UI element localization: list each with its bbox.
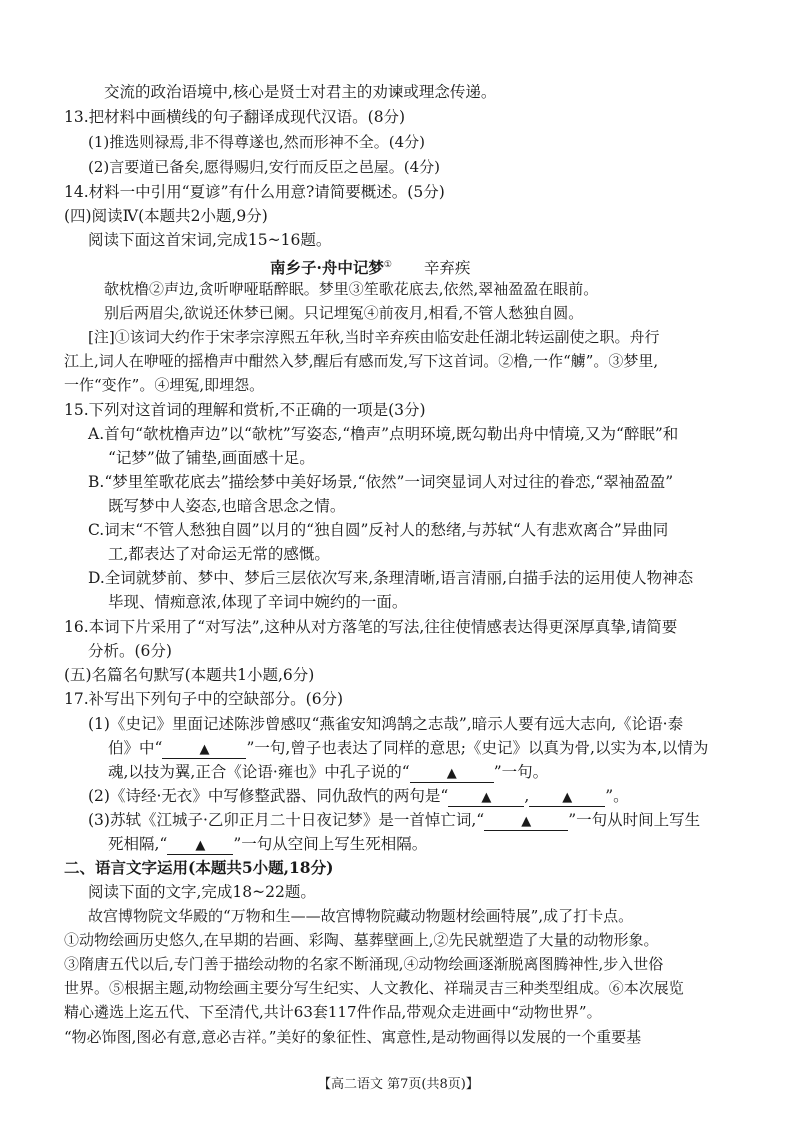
blank-triangle-icon: ▲	[562, 790, 573, 805]
question-15-option-a-line-1: A.首句“欹枕橹声边”以“欹枕”写姿态,“橹声”点明环境,既勾勒出舟中情境,又为“醉眠”和	[88, 425, 679, 443]
answer-blank[interactable]	[410, 764, 494, 783]
poem-line-1: 欹枕橹②声边,贪听咿哑聒醉眠。梦里③笙歌花底去,依然,翠袖盈盈在眼前。	[104, 280, 599, 298]
question-17-item-1-line-2	[108, 738, 708, 759]
answer-blank[interactable]	[162, 740, 246, 759]
section-4-heading: (四)阅读Ⅳ(本题共2小题,9分)	[64, 207, 268, 225]
page-footer: 【高二语文 第7页(共8页)】	[318, 1077, 479, 1092]
section-5-heading: (五)名篇名句默写(本题共1小题,6分)	[64, 666, 315, 684]
poem-note-line-1: [注]①该词大约作于宋孝宗淳熙五年秋,当时辛弃疾由临安赴任湖北转运副使之职。舟行	[88, 328, 660, 346]
text-fragment: ”一句。	[493, 763, 549, 781]
question-16-line-1: 16.本词下片采用了“对写法”,这种从对方落笔的写法,往往使情感表达得更深厚真挚,请简要	[64, 618, 678, 636]
section-4-intro: 阅读下面这首宋词,完成15~16题。	[88, 231, 332, 249]
question-17-item-3-line-1	[88, 810, 700, 831]
passage-line-5: 精心遴选上迄五代、下至清代,共计63套117件作品,带观众走进画中“动物世界”。	[64, 1003, 602, 1021]
blank-triangle-icon: ▲	[521, 814, 532, 829]
question-17: 17.补写出下列句子中的空缺部分。(6分)	[64, 690, 344, 708]
passage-line-2: ①动物绘画历史悠久,在早期的岩画、彩陶、墓葬壁画上,②先民就塑造了大量的动物形象。	[64, 931, 659, 949]
question-13-item-2: (2)言要道已备矣,愿得赐归,安行而反臣之邑屋。(4分)	[88, 158, 441, 176]
passage-line-4: 世界。⑤根据主题,动物绘画主要分写生纪实、人文教化、祥瑞灵吉三种类型组成。⑥本次展览	[64, 979, 684, 997]
text-fragment: 魂,以技为翼,正合《论语·雍也》中孔子说的“	[108, 763, 410, 781]
question-17-item-1-line-3	[108, 762, 548, 783]
passage-line-3: ③隋唐五代以后,专门善于描绘动物的名家不断涌现,④动物绘画逐渐脱离图腾神性,步入世俗	[64, 955, 664, 973]
text-fragment: ”一句,曾子也表达了同样的意思;《史记》以真为骨,以实为本,以情为	[246, 739, 709, 757]
blank-triangle-icon: ▲	[199, 742, 210, 757]
question-17-item-2	[88, 786, 629, 807]
text-fragment: 伯》中“	[108, 739, 163, 757]
question-15-option-b-line-2: 既写梦中人姿态,也暗含思念之情。	[108, 497, 346, 515]
question-14: 14.材料一中引用“夏谚”有什么用意?请简要概述。(5分)	[64, 183, 445, 201]
answer-blank[interactable]	[167, 836, 233, 855]
question-13-item-1: (1)推选则禄焉,非不得尊遂也,然而形神不全。(4分)	[88, 133, 426, 151]
question-16-line-2: 分析。(6分)	[88, 642, 172, 660]
text-line: 交流的政治语境中,核心是贤士对君主的劝谏或理念传递。	[104, 83, 497, 101]
question-15-option-c-line-1: C.词末“不管人愁独自圆”以月的“独自圆”反衬人的愁绪,与苏轼“人有悲欢离合”异曲同	[88, 521, 669, 539]
text-fragment: 死相隔,“	[108, 835, 168, 853]
question-15-option-d-line-1: D.全词就梦前、梦中、梦后三层依次写来,条理清晰,语言清丽,白描手法的运用使人物神态	[88, 569, 694, 587]
passage-line-1: 故宫博物院文华殿的“万物和生——故宫博物院藏动物题材绘画特展”,成了打卡点。	[88, 907, 634, 925]
poem-author: 辛弃疾	[423, 259, 471, 278]
text-fragment: ,	[524, 787, 530, 805]
blank-triangle-icon: ▲	[195, 838, 206, 853]
text-fragment: (3)苏轼《江城子·乙卯正月二十日夜记梦》是一首悼亡词,“	[88, 811, 485, 829]
blank-triangle-icon: ▲	[481, 790, 492, 805]
answer-blank[interactable]	[529, 788, 605, 807]
question-15-option-d-line-2: 毕现、情痴意浓,体现了辛词中婉约的一面。	[108, 593, 408, 611]
poem-note-line-2: 江上,词人在咿哑的摇橹声中酣然入梦,醒后有感而发,写下这首词。②橹,一作“艣”。③梦里,	[64, 352, 659, 370]
answer-blank[interactable]	[484, 812, 568, 831]
blank-triangle-icon: ▲	[446, 766, 457, 781]
question-17-item-1-line-1: (1)《史记》里面记述陈涉曾感叹“燕雀安知鸿鹄之志哉”,暗示人要有远大志向,《论语·泰	[88, 715, 684, 733]
poem-title: 南乡子·舟中记梦	[270, 258, 384, 278]
question-15: 15.下列对这首词的理解和赏析,不正确的一项是(3分)	[64, 401, 426, 419]
poem-note-line-3: 一作“变作”。④埋冤,即埋怨。	[64, 376, 265, 394]
passage-line-6: “物必饰图,图必有意,意必吉祥。”美好的象征性、寓意性,是动物画得以发展的一个重要基	[64, 1028, 642, 1046]
question-15-option-b-line-1: B.“梦里笙歌花底去”描绘梦中美好场景,“依然”一词突显词人对过往的眷恋,“翠袖盈盈”	[88, 473, 674, 491]
poem-title-line	[270, 255, 470, 278]
question-15-option-c-line-2: 工,都表达了对命运无常的感慨。	[108, 545, 330, 563]
text-fragment: ”。	[605, 787, 629, 805]
poem-line-2: 别后两眉尖,欲说还休梦已阑。只记埋冤④前夜月,相看,不管人愁独自圆。	[104, 304, 584, 322]
part-2-heading: 二、语言文字运用(本题共5小题,18分)	[64, 858, 334, 877]
question-17-item-3-line-2	[108, 834, 427, 855]
answer-blank[interactable]	[448, 788, 524, 807]
poem-title-note-mark: ①	[383, 260, 392, 270]
part-2-intro: 阅读下面的文字,完成18~22题。	[88, 883, 316, 901]
text-fragment: (2)《诗经·无衣》中写修整武器、同仇敌忾的两句是“	[88, 787, 449, 805]
question-13: 13.把材料中画横线的句子翻译成现代汉语。(8分)	[64, 108, 406, 126]
text-fragment: ”一句从时间上写生	[568, 811, 701, 829]
question-15-option-a-line-2: “记梦”做了铺垫,画面感十足。	[108, 449, 315, 467]
text-fragment: ”一句从空间上写生死相隔。	[233, 835, 428, 853]
